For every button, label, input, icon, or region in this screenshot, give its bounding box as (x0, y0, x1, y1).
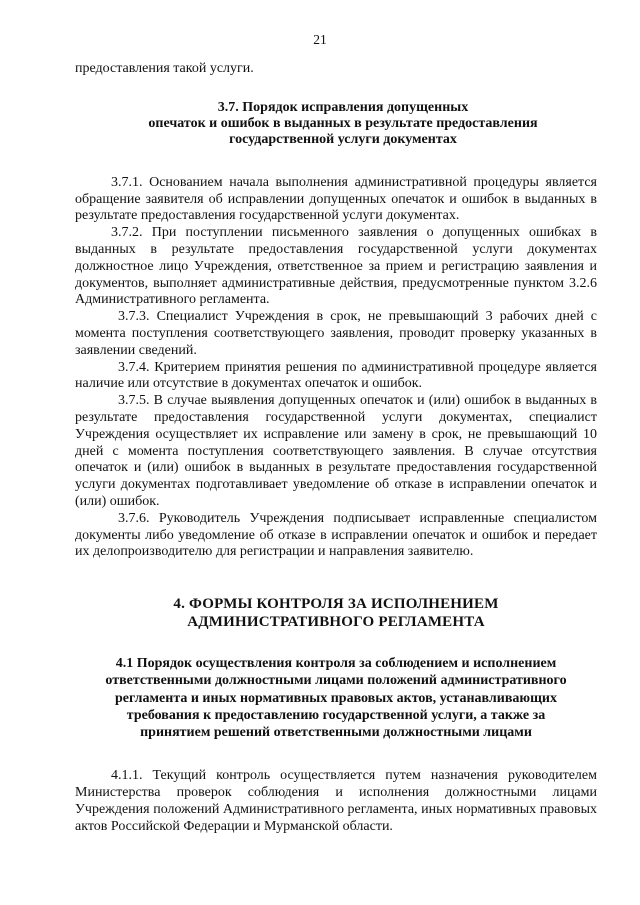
page-content (75, 61, 597, 835)
lead-text: предоставления такой услуги. (75, 61, 254, 76)
paragraph-3-7-2: 3.7.2. При поступлении письменного заявления о допущенных ошибках в выданных в результате предоставления государственной услуги документах должностное лицо Учреждения, ответственное за прием и регистрацию заявления и документов, выполняет административные действия, предусмотренные пунктом 3.2.6 Административного регламента. (75, 225, 597, 308)
heading-line: государственной услуги документах (229, 131, 457, 147)
heading-line: АДМИНИСТРАТИВНОГО РЕГЛАМЕНТА (187, 614, 485, 631)
page-number: 21 (313, 32, 327, 47)
heading-line: ответственными должностными лицами положений административного (105, 673, 567, 689)
heading-line: опечаток и ошибок в выданных в результате предоставления (148, 115, 538, 131)
paragraph-3-7-3: 3.7.3. Специалист Учреждения в срок, не превышающий 3 рабочих дней с момента поступления соответствующего заявления, проводит проверку указанных в заявлении сведений. (75, 309, 597, 358)
heading-line: регламента и иных нормативных правовых актов, устанавливающих (115, 690, 557, 706)
paragraph-3-7-4: 3.7.4. Критерием принятия решения по административной процедуре является наличие или отсутствие в документах опечаток и ошибок. (75, 359, 597, 392)
paragraph-3-7-5: 3.7.5. В случае выявления допущенных опечаток и (или) ошибок в выданных в результате предоставления государственной услуги документах, специалист Учреждения осуществляет их исправление или замену в срок, не превышающий 10 дней с момента поступления соответствующего заявления. В случае отсутствия опечаток и (или) ошибок в выданных в результате предоставления государственной услуги документах подготавливает уведомление об отказе в исправлении опечаток и (или) ошибок. (75, 393, 597, 509)
section-4-heading (75, 595, 597, 631)
heading-line: 3.7. Порядок исправления допущенных (217, 99, 469, 115)
heading-line: принятием решений ответственными должностными лицами (140, 724, 532, 740)
section-3-7-heading (75, 100, 597, 148)
heading-line: 4.1 Порядок осуществления контроля за соблюдением и исполнением (115, 656, 557, 672)
paragraph-4-1-1: 4.1.1. Текущий контроль осуществляется путем назначения руководителем Министерства проверок соблюдения и исполнения должностными лицами Учреждения положений Административного регламента, иных нормативных правовых актов Российской Федерации и Мурманской области. (75, 768, 597, 834)
paragraph-3-7-6: 3.7.6. Руководитель Учреждения подписывает исправленные специалистом документы либо уведомление об отказе в исправлении опечаток и ошибок и передает их делопроизводителю для регистрации и направления заявителю. (75, 510, 597, 560)
heading-line: 4. ФОРМЫ КОНТРОЛЯ ЗА ИСПОЛНЕНИЕМ (173, 596, 499, 613)
heading-line: требования к предоставлению государственной услуги, а также за (126, 707, 546, 723)
section-4-1-heading (75, 655, 597, 741)
paragraph-3-7-1: 3.7.1. Основанием начала выполнения административной процедуры является обращение заявителя об исправлении допущенных опечаток и ошибок в выданных в результате предоставления государственной услуги документах. (75, 174, 597, 224)
